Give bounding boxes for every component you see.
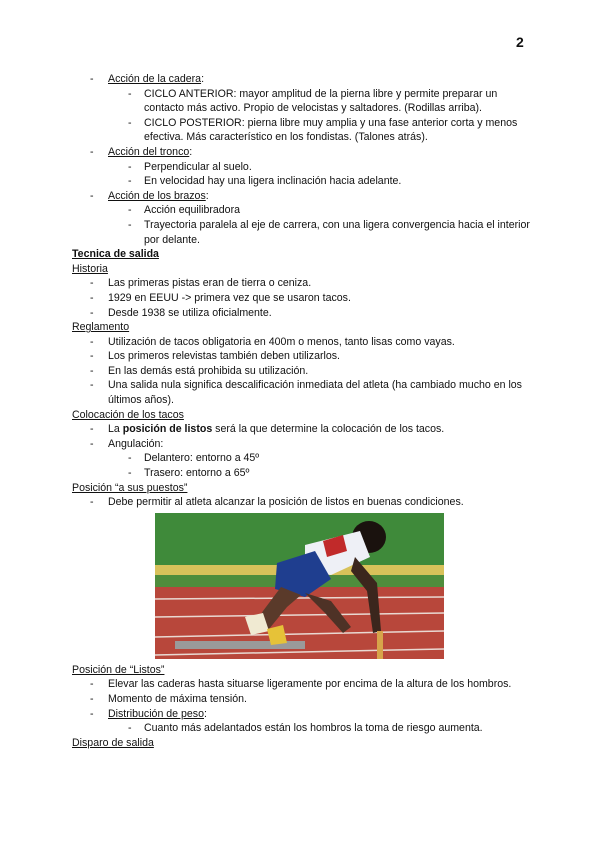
dash: - bbox=[90, 423, 94, 436]
dash: - bbox=[128, 116, 132, 129]
item-text: 1929 en EEUU -> primera vez que se usaron tacos. bbox=[108, 291, 351, 304]
item-text: Acción equilibradora bbox=[144, 204, 240, 217]
sub-list-item bbox=[72, 721, 532, 736]
item-text: Una salida nula significa descalificación inmediata del atleta (ha cambiado mucho en los últimos años). bbox=[108, 379, 522, 407]
sub-list-item bbox=[72, 451, 532, 466]
item-label: Distribución de peso bbox=[108, 707, 204, 720]
dash: - bbox=[128, 722, 132, 735]
subsection-title-reglamento: Reglamento bbox=[72, 321, 130, 334]
list-item bbox=[72, 677, 532, 692]
dash: - bbox=[90, 189, 94, 202]
sub-list-item bbox=[72, 160, 532, 175]
dash: - bbox=[90, 350, 94, 363]
dash: - bbox=[90, 277, 94, 290]
page-number: 2 bbox=[516, 34, 524, 50]
item-text: CICLO POSTERIOR: pierna libre muy amplia y una fase anterior corta y menos efectiva. Más característico en los fondistas. (Talones atrás). bbox=[144, 116, 518, 144]
sub-list-item bbox=[72, 466, 532, 481]
list-item bbox=[72, 437, 532, 452]
item-text: En las demás está prohibida su utilización. bbox=[108, 364, 309, 377]
colon: : bbox=[205, 189, 209, 202]
subsection-title-disparo: Disparo de salida bbox=[72, 736, 154, 749]
dash: - bbox=[128, 467, 132, 480]
dash: - bbox=[128, 204, 132, 217]
list-item bbox=[72, 189, 532, 204]
dash: - bbox=[90, 496, 94, 509]
colon: : bbox=[204, 707, 207, 720]
subsection-title-colocacion: Colocación de los tacos bbox=[72, 408, 184, 421]
sprinter-photo bbox=[155, 513, 444, 659]
list-item bbox=[72, 145, 532, 160]
item-text: Momento de máxima tensión. bbox=[108, 693, 247, 705]
item-text: Elevar las caderas hasta situarse ligeramente por encima de la altura de los hombros. bbox=[108, 678, 512, 691]
dash: - bbox=[90, 379, 94, 392]
sub-list-item bbox=[72, 87, 532, 116]
sub-list-item bbox=[72, 116, 532, 145]
colon: : bbox=[201, 73, 205, 85]
dash: - bbox=[90, 678, 94, 691]
dash: - bbox=[128, 218, 132, 231]
list-item bbox=[72, 707, 532, 722]
item-text: Las primeras pistas eran de tierra o ceniza. bbox=[108, 277, 312, 290]
sub-list-item bbox=[72, 174, 532, 189]
list-item bbox=[72, 422, 532, 437]
dash: - bbox=[128, 452, 132, 465]
list-item bbox=[72, 306, 532, 321]
list-item bbox=[72, 349, 532, 364]
dash: - bbox=[90, 306, 94, 319]
dash: - bbox=[90, 335, 94, 348]
item-text: Los primeros relevistas también deben utilizarlos. bbox=[108, 350, 340, 363]
dash: - bbox=[128, 160, 132, 173]
sub-list-item bbox=[72, 218, 532, 247]
subsection-title-listos: Posición de “Listos” bbox=[72, 663, 165, 676]
dash: - bbox=[90, 291, 94, 304]
dash: - bbox=[90, 437, 94, 450]
item-text: En velocidad hay una ligera inclinación hacia adelante. bbox=[144, 175, 402, 188]
list-item bbox=[72, 276, 532, 291]
item-text: Trasero: entorno a 65º bbox=[144, 467, 250, 480]
section-heading: Tecnica de salida bbox=[72, 248, 159, 261]
item-text: Utilización de tacos obligatoria en 400m o menos, tanto lisas como vayas. bbox=[108, 335, 455, 348]
list-item bbox=[72, 495, 532, 510]
document-body bbox=[72, 72, 532, 750]
dash: - bbox=[128, 87, 132, 100]
item-text: Debe permitir al atleta alcanzar la posición de listos en buenas condiciones. bbox=[108, 496, 464, 509]
item-label: Acción del tronco bbox=[108, 145, 190, 158]
item-text: Desde 1938 se utiliza oficialmente. bbox=[108, 306, 272, 319]
item-label: Acción de la cadera bbox=[108, 73, 202, 85]
list-item bbox=[72, 72, 532, 87]
item-text: Delantero: entorno a 45º bbox=[144, 452, 260, 465]
dash: - bbox=[128, 175, 132, 188]
item-text: Perpendicular al suelo. bbox=[144, 160, 252, 173]
item-text: CICLO ANTERIOR: mayor amplitud de la pierna libre y permite preparar un contacto más activo. Propio de velocistas y saltadores. (Rodillas arriba). bbox=[144, 87, 498, 115]
bold-term: posición de listos bbox=[122, 423, 213, 436]
colon: : bbox=[189, 145, 193, 158]
text-segment: será la que determine la colocación de los tacos. bbox=[212, 423, 445, 436]
item-label: Acción de los brazos bbox=[108, 189, 206, 202]
list-item bbox=[72, 364, 532, 379]
subsection-title-puestos: Posición “a sus puestos” bbox=[72, 481, 188, 494]
list-item bbox=[72, 291, 532, 306]
item-text: Angulación: bbox=[108, 437, 164, 450]
subsection-title-historia: Historia bbox=[72, 262, 108, 275]
list-item bbox=[72, 692, 532, 707]
item-text: Trayectoria paralela al eje de carrera, con una ligera convergencia hacia el interior por delante. bbox=[144, 218, 530, 246]
list-item bbox=[72, 378, 532, 407]
item-text: Cuanto más adelantados están los hombros la toma de riesgo aumenta. bbox=[144, 722, 483, 735]
dash: - bbox=[90, 364, 94, 377]
dash: - bbox=[90, 145, 94, 158]
dash: - bbox=[90, 707, 94, 720]
dash: - bbox=[90, 73, 94, 85]
sub-list-item bbox=[72, 203, 532, 218]
dash: - bbox=[90, 693, 94, 705]
list-item bbox=[72, 335, 532, 350]
text-segment: La bbox=[108, 423, 123, 436]
